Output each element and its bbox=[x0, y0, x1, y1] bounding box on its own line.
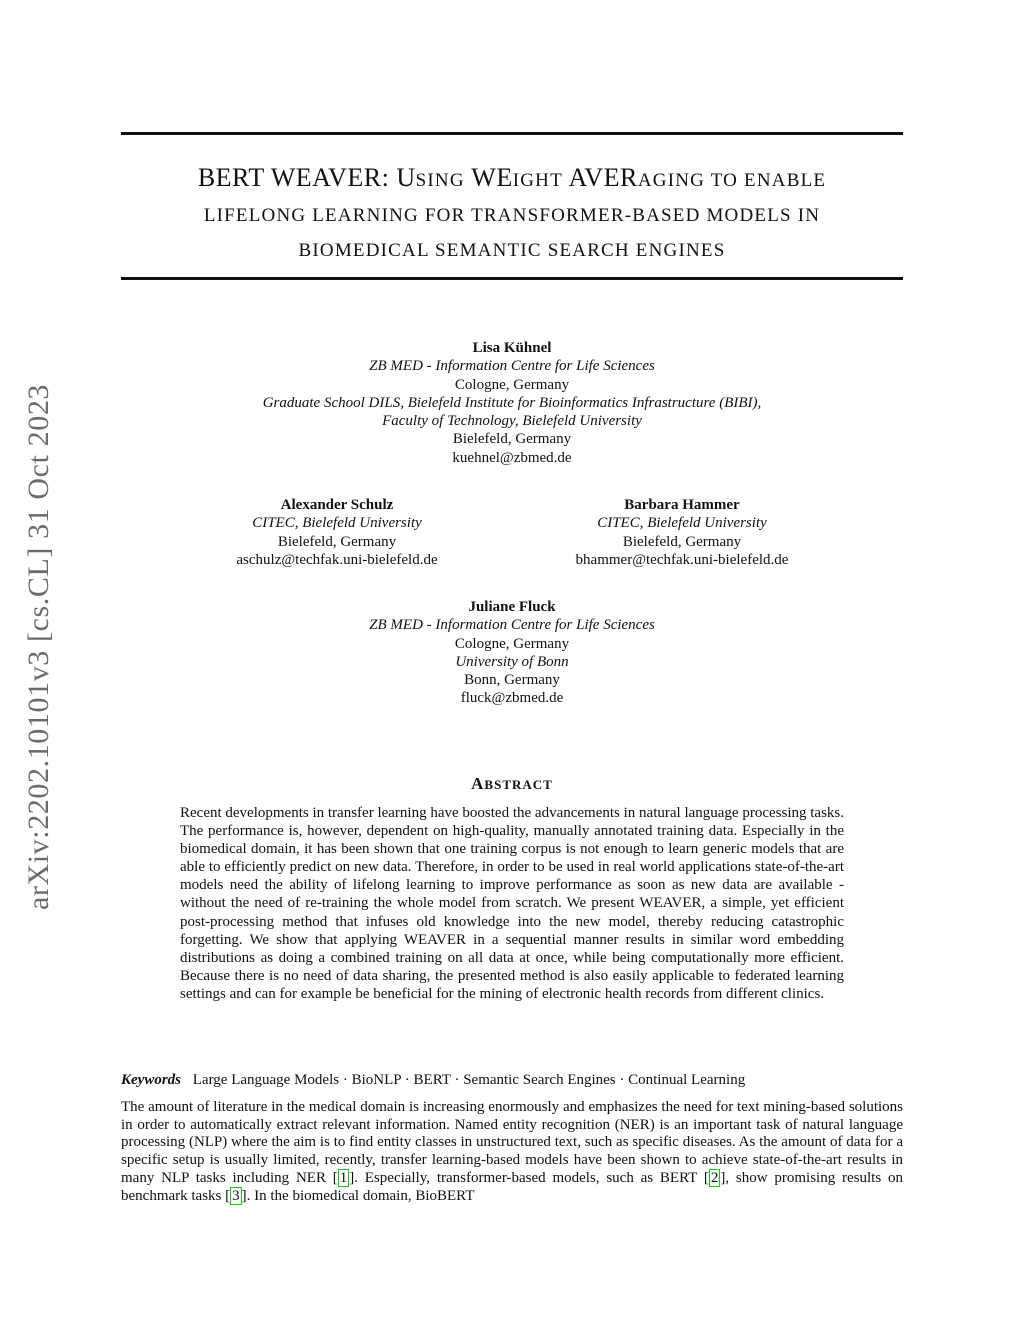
author-name: Barbara Hammer bbox=[624, 497, 740, 513]
paper-title bbox=[121, 160, 903, 268]
author-email: bhammer@techfak.uni-bielefeld.de bbox=[575, 551, 789, 568]
title-rule-top bbox=[121, 132, 903, 135]
intro-text: , show promising results on benchmark tasks bbox=[121, 1169, 903, 1204]
author-affiliation: Graduate School DILS, Bielefeld Institute for Bioinformatics Infrastructure (BIBI), bbox=[262, 394, 762, 411]
keywords-label: Keywords bbox=[121, 1072, 181, 1088]
author-location: Bielefeld, Germany bbox=[622, 533, 742, 550]
arxiv-stamp bbox=[20, 355, 58, 940]
author-block-fluck bbox=[262, 598, 762, 708]
title-line-2: LIFELONG LEARNING FOR TRANSFORMER-BASED MODELS IN bbox=[203, 205, 821, 226]
keywords-list: Large Language Models · BioNLP · BERT · Semantic Search Engines · Continual Learning bbox=[192, 1072, 746, 1088]
abstract-heading-rest: BSTRACT bbox=[484, 777, 553, 792]
author-email: fluck@zbmed.de bbox=[460, 690, 564, 707]
intro-text: The amount of literature in the medical domain is increasing enormously and emphasizes the need for text mining-based solutions in order to automatically extract relevant information. Named entity recognition (NER) is an important task of natural language processing (NLP) where the aim is to find entity classes in unstructured text, such as specific diseases. As the amount of data for a specific setup is usually limited, recently, transfer learning-based models have been shown to achieve state-of-the-art results in many NLP tasks including NER bbox=[121, 1099, 903, 1186]
abstract-text: Recent developments in transfer learning have boosted the advancements in natural language processing tasks. The performance is, however, dependent on high-quality, manually annotated training data. Especially in the biomedical domain, it has been shown that one training corpus is not enough to learn generic models that are able to efficiently predict on new data. Therefore, in order to be used in real world applications state-of-the-art models need the ability of lifelong learning to improve performance as soon as new data are available - without the need of re-training the whole model from scratch. We present WEAVER, a simple, yet efficient post-processing method that infuses old knowledge into the new model, thereby reducing catastrophic forgetting. We show that applying WEAVER in a sequential manner results in similar word embedding distributions as doing a combined training on all data at once, while being computationally more efficient. Because there is no need of data sharing, the presented method is also easily applicable to federated learning settings and can for example be beneficial for the mining of electronic health records from different clinics. bbox=[180, 805, 844, 1002]
author-location: Bonn, Germany bbox=[464, 672, 560, 689]
intro-text: . In the biomedical domain, BioBERT bbox=[246, 1187, 475, 1204]
abstract-heading bbox=[0, 774, 1024, 794]
author-affiliation: ZB MED - Information Centre for Life Sciences bbox=[369, 358, 655, 375]
arxiv-stamp-text: arXiv:2202.10101v3 [cs.CL] 31 Oct 2023 bbox=[22, 383, 55, 911]
author-name: Lisa Kühnel bbox=[472, 340, 552, 356]
author-affiliation: ZB MED - Information Centre for Life Sciences bbox=[369, 617, 655, 634]
intro-text: . Especially, transformer-based models, such as BERT bbox=[354, 1169, 704, 1186]
author-location: Bielefeld, Germany bbox=[277, 533, 397, 550]
author-location: Cologne, Germany bbox=[454, 635, 570, 652]
author-email: kuehnel@zbmed.de bbox=[452, 449, 572, 466]
author-affiliation: CITEC, Bielefeld University bbox=[252, 515, 422, 532]
author-name: Juliane Fluck bbox=[468, 599, 556, 615]
intro-paragraph: The amount of literature in the medical domain is increasing enormously and emphasizes the need for text mining-based solutions in order to automatically extract relevant information. Named entity recognition (NER) is an important task of natural language processing (NLP) where the aim is to find entity classes in unstructured text, such as specific diseases. As the amount of data for a specific setup is usually limited, recently, transfer learning-based models have been shown to achieve state-of-the-art results in many NLP tasks including NER [ 1 ]. Especially, transformer-based models, such as BERT [ 2 ], show promising results on benchmark tasks [ 3 ]. In the biomedical domain, BioBERT bbox=[121, 1099, 903, 1204]
citation-link[interactable]: 2 bbox=[710, 1169, 719, 1186]
author-name: Alexander Schulz bbox=[280, 497, 394, 513]
abstract-heading-initial: A bbox=[471, 774, 485, 793]
citation-link[interactable]: 1 bbox=[339, 1169, 348, 1186]
author-email: aschulz@techfak.uni-bielefeld.de bbox=[236, 551, 438, 568]
author-block-kuehnel bbox=[162, 339, 862, 467]
author-location: Cologne, Germany bbox=[454, 376, 570, 393]
author-block-hammer bbox=[532, 496, 832, 569]
author-affiliation: Faculty of Technology, Bielefeld University bbox=[382, 413, 642, 430]
title-line-1: BERT WEAVER: USING WEIGHT AVERAGING TO ENABLE bbox=[197, 163, 827, 192]
author-block-schulz bbox=[187, 496, 487, 569]
citation-link[interactable]: 3 bbox=[232, 1187, 240, 1204]
author-location: Bielefeld, Germany bbox=[452, 431, 572, 448]
keywords-line bbox=[121, 1071, 903, 1089]
author-affiliation: University of Bonn bbox=[455, 653, 569, 670]
author-affiliation: CITEC, Bielefeld University bbox=[597, 515, 767, 532]
title-line-3: BIOMEDICAL SEMANTIC SEARCH ENGINES bbox=[298, 240, 726, 261]
title-rule-bottom bbox=[121, 277, 903, 280]
